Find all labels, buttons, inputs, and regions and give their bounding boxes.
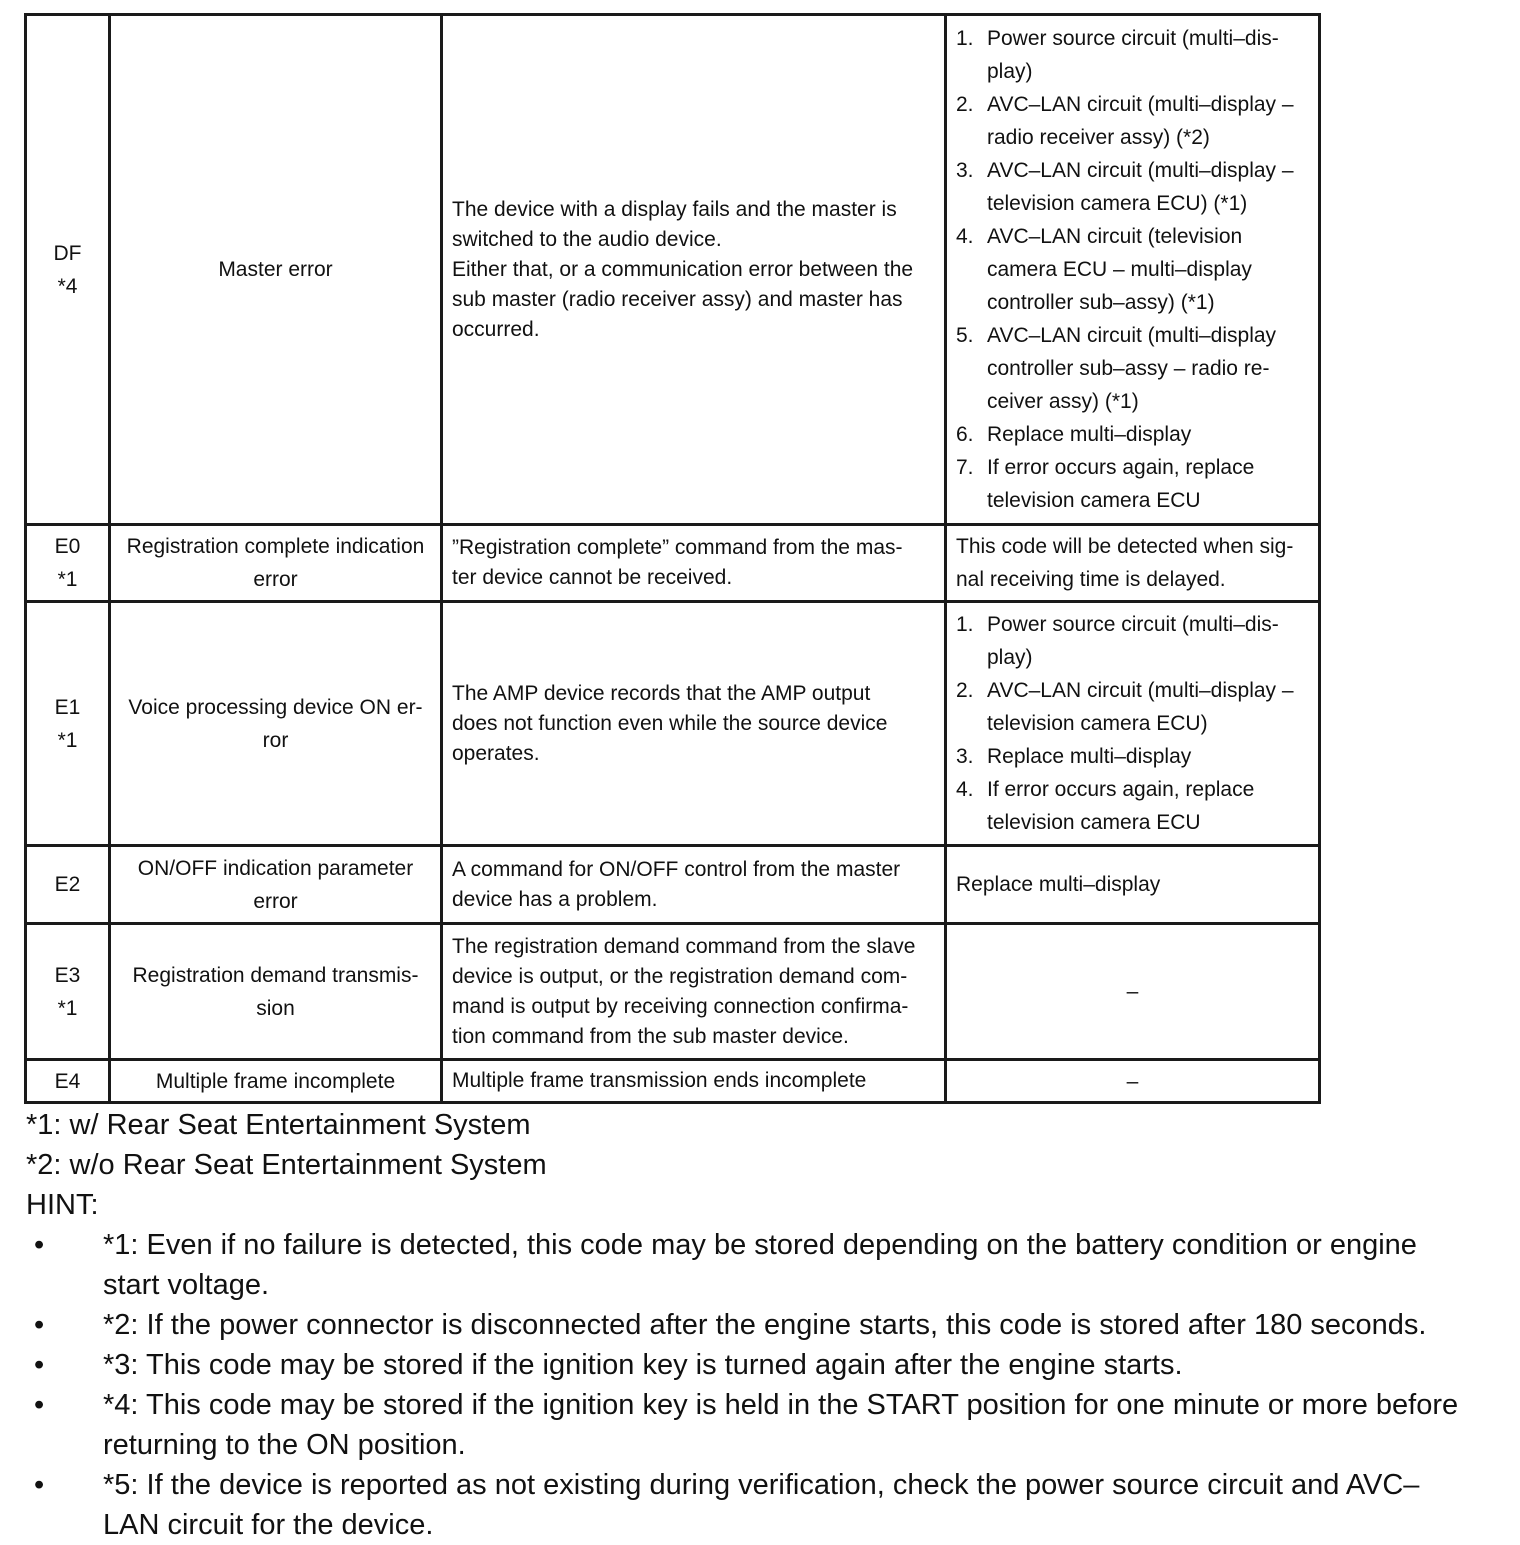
- action-line: If error occurs again, replace: [987, 456, 1255, 479]
- action-line: television camera ECU: [987, 811, 1201, 834]
- table-row: [26, 525, 1320, 602]
- code-cell: [26, 1060, 110, 1103]
- footnotes: [26, 1105, 1496, 1225]
- action-item: [956, 88, 1309, 154]
- action-line: controller sub–assy) (*1): [987, 291, 1215, 314]
- dtc-note: *4: [57, 274, 78, 298]
- condition-line: does not function even while the source device: [452, 711, 888, 735]
- condition-line: tion command from the sub master device.: [452, 1024, 849, 1048]
- action-item: [956, 418, 1309, 451]
- dtc-table: [24, 13, 1321, 1104]
- action-number: 2.: [956, 679, 974, 702]
- action-text: [987, 740, 1309, 773]
- condition-line: The registration demand command from the slave: [452, 934, 916, 958]
- action-line: AVC–LAN circuit (multi–display –: [987, 679, 1294, 702]
- condition-cell: [442, 846, 946, 924]
- action-number: 3.: [956, 159, 974, 182]
- dtc-code: DF: [53, 241, 82, 265]
- detection-item-cell: Registration complete indication error: [110, 525, 442, 602]
- action-line: play): [987, 60, 1033, 83]
- condition-line: mand is output by receiving connection confirma-: [452, 994, 909, 1018]
- hint-item: [26, 1345, 1466, 1385]
- detection-item-cell: Voice processing device ON er- ror: [110, 602, 442, 846]
- action-item: [956, 154, 1309, 220]
- action-cell: –: [946, 1060, 1320, 1103]
- action-item: [956, 674, 1309, 740]
- hint-label: HINT:: [26, 1189, 99, 1221]
- dtc-code: E4: [54, 1069, 81, 1093]
- action-text: [987, 154, 1309, 220]
- action-number: 5.: [956, 324, 974, 347]
- condition-cell: [442, 1060, 946, 1103]
- footnote: *1: w/ Rear Seat Entertainment System: [26, 1109, 531, 1141]
- hint-text: *2: If the power connector is disconnected after the engine starts, this code is stored after 180 seconds.: [103, 1309, 1427, 1341]
- dtc-table-body: [26, 15, 1320, 1103]
- action-cell: This code will be detected when sig- nal receiving time is delayed.: [946, 525, 1320, 602]
- bullet-icon: •: [34, 1469, 45, 1501]
- condition-line: The device with a display fails and the master is: [452, 197, 897, 221]
- action-line: AVC–LAN circuit (multi–display –: [987, 159, 1294, 182]
- hint-text: *5: If the device is reported as not existing during verification, check the power source circuit and AVC–LAN circuit for the device.: [103, 1469, 1420, 1541]
- action-number: 1.: [956, 613, 974, 636]
- action-text: [987, 319, 1309, 418]
- hint-text: *3: This code may be stored if the ignition key is turned again after the engine starts.: [103, 1349, 1183, 1381]
- code-cell: [26, 525, 110, 602]
- condition-line: ”Registration complete” command from the mas-: [452, 536, 903, 559]
- hint-text: *4: This code may be stored if the ignition key is held in the START position for one minute or more before returning to the ON position.: [103, 1389, 1459, 1461]
- hint-item: [26, 1225, 1466, 1305]
- action-line: AVC–LAN circuit (multi–display –: [987, 93, 1294, 116]
- action-text: [987, 418, 1309, 451]
- code-cell: [26, 602, 110, 846]
- action-item: [956, 740, 1309, 773]
- dtc-note: *1: [57, 728, 78, 752]
- action-item: [956, 22, 1309, 88]
- condition-line: ter device cannot be received.: [452, 566, 733, 589]
- dtc-note: *1: [57, 568, 78, 591]
- condition-line: Multiple frame transmission ends incomplete: [452, 1069, 867, 1092]
- action-item: [956, 220, 1309, 319]
- condition-cell: [442, 924, 946, 1060]
- bullet-icon: •: [34, 1389, 45, 1421]
- action-text: [987, 674, 1309, 740]
- action-number: 4.: [956, 778, 974, 801]
- condition-line: A command for ON/OFF control from the master: [452, 857, 901, 881]
- condition-cell: [442, 15, 946, 525]
- action-line: Power source circuit (multi–dis-: [987, 27, 1279, 50]
- action-text: [987, 773, 1309, 839]
- action-line: controller sub–assy – radio re-: [987, 357, 1270, 380]
- condition-line: switched to the audio device.: [452, 227, 722, 251]
- action-line: Replace multi–display: [987, 745, 1192, 768]
- action-number: 4.: [956, 225, 974, 248]
- action-number: 3.: [956, 745, 974, 768]
- bullet-icon: •: [34, 1309, 45, 1341]
- condition-line: operates.: [452, 741, 540, 765]
- action-cell: [946, 602, 1320, 846]
- action-item: [956, 319, 1309, 418]
- action-line: Replace multi–display: [987, 423, 1192, 446]
- condition-line: device has a problem.: [452, 887, 658, 911]
- action-line: television camera ECU): [987, 712, 1208, 735]
- action-cell: –: [946, 924, 1320, 1060]
- action-text: [987, 608, 1309, 674]
- action-line: If error occurs again, replace: [987, 778, 1255, 801]
- dtc-code: E1: [54, 695, 81, 719]
- hint-item: [26, 1385, 1466, 1465]
- action-line: Power source circuit (multi–dis-: [987, 613, 1279, 636]
- dtc-code: E3: [54, 963, 81, 987]
- action-line: camera ECU – multi–display: [987, 258, 1252, 281]
- action-item: [956, 608, 1309, 674]
- action-line: television camera ECU: [987, 489, 1201, 512]
- dtc-code: E0: [54, 535, 81, 558]
- action-text: [987, 22, 1309, 88]
- dtc-code: E2: [54, 873, 81, 896]
- action-line: ceiver assy) (*1): [987, 390, 1139, 413]
- code-cell: [26, 924, 110, 1060]
- action-line: radio receiver assy) (*2): [987, 126, 1210, 149]
- action-line: television camera ECU) (*1): [987, 192, 1248, 215]
- action-cell: Replace multi–display: [946, 846, 1320, 924]
- condition-line: occurred.: [452, 317, 540, 341]
- table-row: [26, 602, 1320, 846]
- table-row: [26, 924, 1320, 1060]
- action-line: AVC–LAN circuit (television: [987, 225, 1243, 248]
- code-cell: [26, 846, 110, 924]
- action-item: [956, 451, 1309, 517]
- detection-item-cell: Master error: [110, 15, 442, 525]
- action-cell: [946, 15, 1320, 525]
- condition-line: The AMP device records that the AMP output: [452, 681, 871, 705]
- action-number: 7.: [956, 456, 974, 479]
- action-text: [987, 88, 1309, 154]
- action-number: 2.: [956, 93, 974, 116]
- detection-item-cell: Multiple frame incomplete: [110, 1060, 442, 1103]
- condition-cell: [442, 602, 946, 846]
- action-line: play): [987, 646, 1033, 669]
- condition-cell: [442, 525, 946, 602]
- action-item: [956, 773, 1309, 839]
- detection-item-cell: Registration demand transmis- sion: [110, 924, 442, 1060]
- table-row: [26, 15, 1320, 525]
- code-cell: [26, 15, 110, 525]
- hint-list: [26, 1225, 1466, 1545]
- table-row: [26, 1060, 1320, 1103]
- footnote: *2: w/o Rear Seat Entertainment System: [26, 1149, 547, 1181]
- action-text: [987, 451, 1309, 517]
- bullet-icon: •: [34, 1349, 45, 1381]
- table-row: [26, 846, 1320, 924]
- hint-item: [26, 1465, 1466, 1545]
- action-number: 1.: [956, 27, 974, 50]
- action-line: AVC–LAN circuit (multi–display: [987, 324, 1277, 347]
- dtc-note: *1: [57, 996, 78, 1020]
- hint-item: [26, 1305, 1466, 1345]
- condition-line: Either that, or a communication error between the: [452, 257, 914, 281]
- bullet-icon: •: [34, 1229, 45, 1261]
- action-text: [987, 220, 1309, 319]
- detection-item-cell: ON/OFF indication parameter error: [110, 846, 442, 924]
- action-number: 6.: [956, 423, 974, 446]
- hint-text: *1: Even if no failure is detected, this code may be stored depending on the battery condition or engine start voltage.: [103, 1229, 1417, 1301]
- condition-line: device is output, or the registration demand com-: [452, 964, 908, 988]
- condition-line: sub master (radio receiver assy) and master has: [452, 287, 903, 311]
